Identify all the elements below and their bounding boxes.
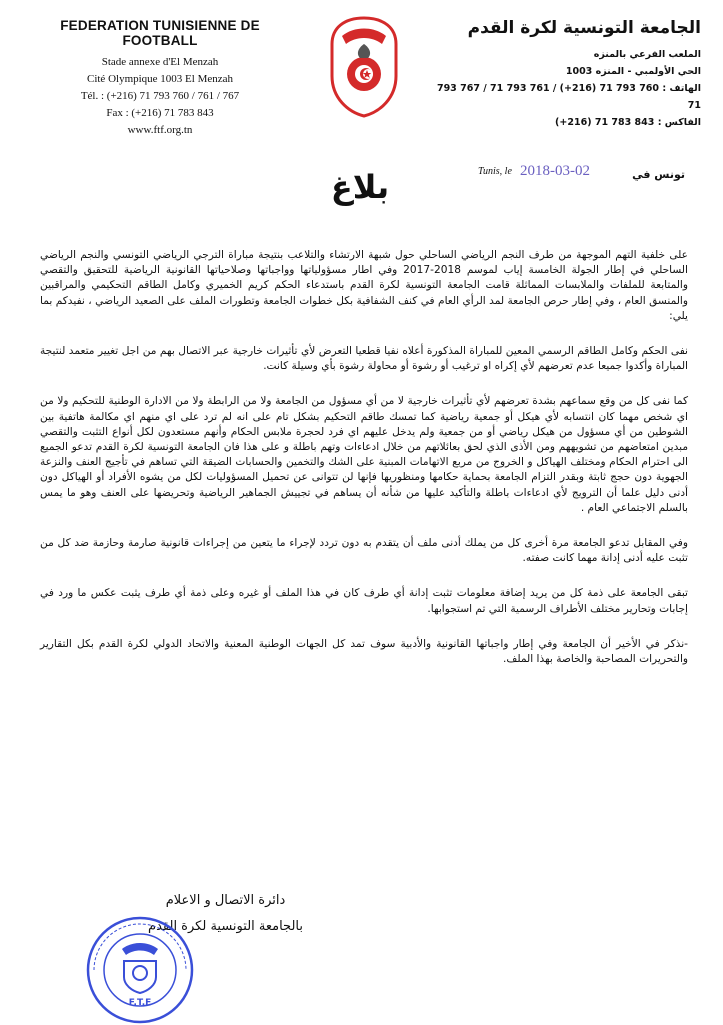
website-line: www.ftf.org.tn	[127, 124, 193, 136]
official-stamp	[84, 915, 196, 1025]
document-title: بلاغ	[330, 168, 390, 206]
place-arabic: تونس في	[632, 168, 685, 181]
ftf-logo	[326, 14, 402, 118]
address-line-arabic: الملعب الفرعي بالمنزه	[593, 49, 701, 60]
document-date: 2018-03-02	[520, 163, 590, 179]
fax-line-arabic: الفاكس : 843 783 71 (216+)	[555, 117, 701, 128]
stamp-abbr: F.T.F	[128, 998, 152, 1008]
signature-line: بالجامعة التونسية لكرة القدم	[148, 919, 303, 934]
body-paragraph: وفي المقابل تدعو الجامعة مرة أخرى كل من يملك أدنى ملف أن يتقدم به دون تردد لإجراء ما يتعين من إجراءات قانونية صارمة وحازمة ضد كل من تثبت عليه أدنى إدانة مهما كانت صفته.	[40, 537, 688, 565]
address-line-arabic: الحي الأولمبي - المنزه 1003	[565, 66, 701, 77]
header-french	[30, 18, 290, 139]
address-line: Cité Olympique 1003 El Menzah	[86, 73, 234, 85]
body-paragraph: نفى الحكم وكامل الطاقم الرسمي المعين للمباراة المذكورة أعلاه نفيا قطعيا التعرض لأي تأثيرات خارجية عبر الاتصال بهم من اجل تغيير متعمد لنتيجة المباراة وأكدوا جميعا عدم تعرضهم لأي إكراه او ترغيب أو رشوة أو محاولة رشوة بأي وسيلة كانت.	[40, 345, 688, 373]
signature-line: دائرة الاتصال و الاعلام	[165, 893, 286, 908]
org-name-french: FEDERATION TUNISIENNE DE FOOTBALL	[60, 18, 260, 48]
phone-line-arabic: الهاتف : 760 793 71 (216+) / 761 793 71 / 767 793 71	[436, 83, 701, 111]
header-arabic	[421, 18, 701, 131]
document-body	[40, 248, 688, 687]
fax-line: Fax : (+216) 71 783 843	[106, 107, 214, 119]
place-french: Tunis, le	[478, 166, 512, 177]
phone-line: Tél. : (+216) 71 793 760 / 761 / 767	[80, 90, 240, 102]
body-paragraph: تبقى الجامعة على ذمة كل من يريد إضافة معلومات تثبت إدانة أي طرف كان في هذا الملف أو غيره وعلى ذمة أي طرف يثبت عكس ما ورد في إجابات وتحارير مختلف الأطراف الرسمية التي تم استجوابها.	[40, 587, 688, 615]
body-paragraph: على خلفية التهم الموجهة من طرف النجم الرياضي الساحلي حول شبهة الارتشاء والتلاعب بنتيجة مباراة الترجي الرياضي التونسي والنجم الرياضي الساحلي في إطار الجولة الخامسة إياب لموسم 2018-2017 وفي اطار مسؤولياتها وواجباتها وصلاحياتها القانونية الرياضية للتحقيق والتقصي والمتابعة للملفات والملابسات المماثلة قامت الجامعة التونسية لكرة القدم باستدعاء الحكم كريم الخميري وكامل الطاقم التحكيمي والمراقبين والمنسق العام ، وفي إطار حرص الجامعة لمد الرأي العام في كنف الشفافية بكل خطوات الجامعة وتطورات الملف على الصعيد الرياضي ، نفيدكم بما يلي:	[40, 249, 688, 322]
body-paragraph: كما نفى كل من وقع سماعهم بشدة تعرضهم لأي تأثيرات خارجية لا من أي مسؤول من الجامعة ولا من الرابطة ولا من الادارة الوطنية للتحكيم ولا من اي شخص مهما كان انتسابه لأي هيكل أو جمعية رياضية كما تمسك طاقم التحكيم بشكل تام على انه لم ترد على اي منهم اي مكالمة هاتفية بين الشوطين من أي مسؤول من هيكل رياضي أو من جمعية ولم يدخل عليهم اي فرد لحجرة ملابس الحكام وأنهم مستعدون لكل أنواع التثبت والتقصي مبدين امتعاضهم من تشويههم ومن الأذى الذي لحق بعائلاتهم من خلال ادعاءات وتهم باطلة و على هذا فان الجامعة التونسية لكرة القدم تدعو الجميع الى احترام الحكام ومختلف الهياكل و الخروج من مربع الاتهامات المبنية على الشك والتخمين والحسابات الضيقة التي تساهم في تأجيج العنف والنزعة الجهوية دون حجج ثابتة وبقدر التزام الجامعة بحماية حكامها ومنظوريها فإنها لن تتوانى عن تحميل المسؤوليات لكل من يشوه الأفراد أو الهياكل دون أدنى دليل علما أن الترويج لأي ادعاءات باطلة والتأكيد عليها من شأنه أن يساهم في تجييش الجماهير الرياضية وتحريضها على العنف وهو ما يمس بالسلم الاجتماعي العام .	[40, 395, 688, 514]
org-name-arabic: الجامعة التونسية لكرة القدم	[467, 18, 701, 38]
body-paragraph: -نذكر في الأخير أن الجامعة وفي إطار واجباتها القانونية والأدبية سوف تمد كل الجهات الوطنية المعنية والاتحاد الدولي لكرة القدم بكل التقارير والتحريرات المصاحبة والخاصة بهذا الملف.	[40, 637, 688, 666]
address-line: Stade annexe d'El Menzah	[101, 56, 219, 68]
